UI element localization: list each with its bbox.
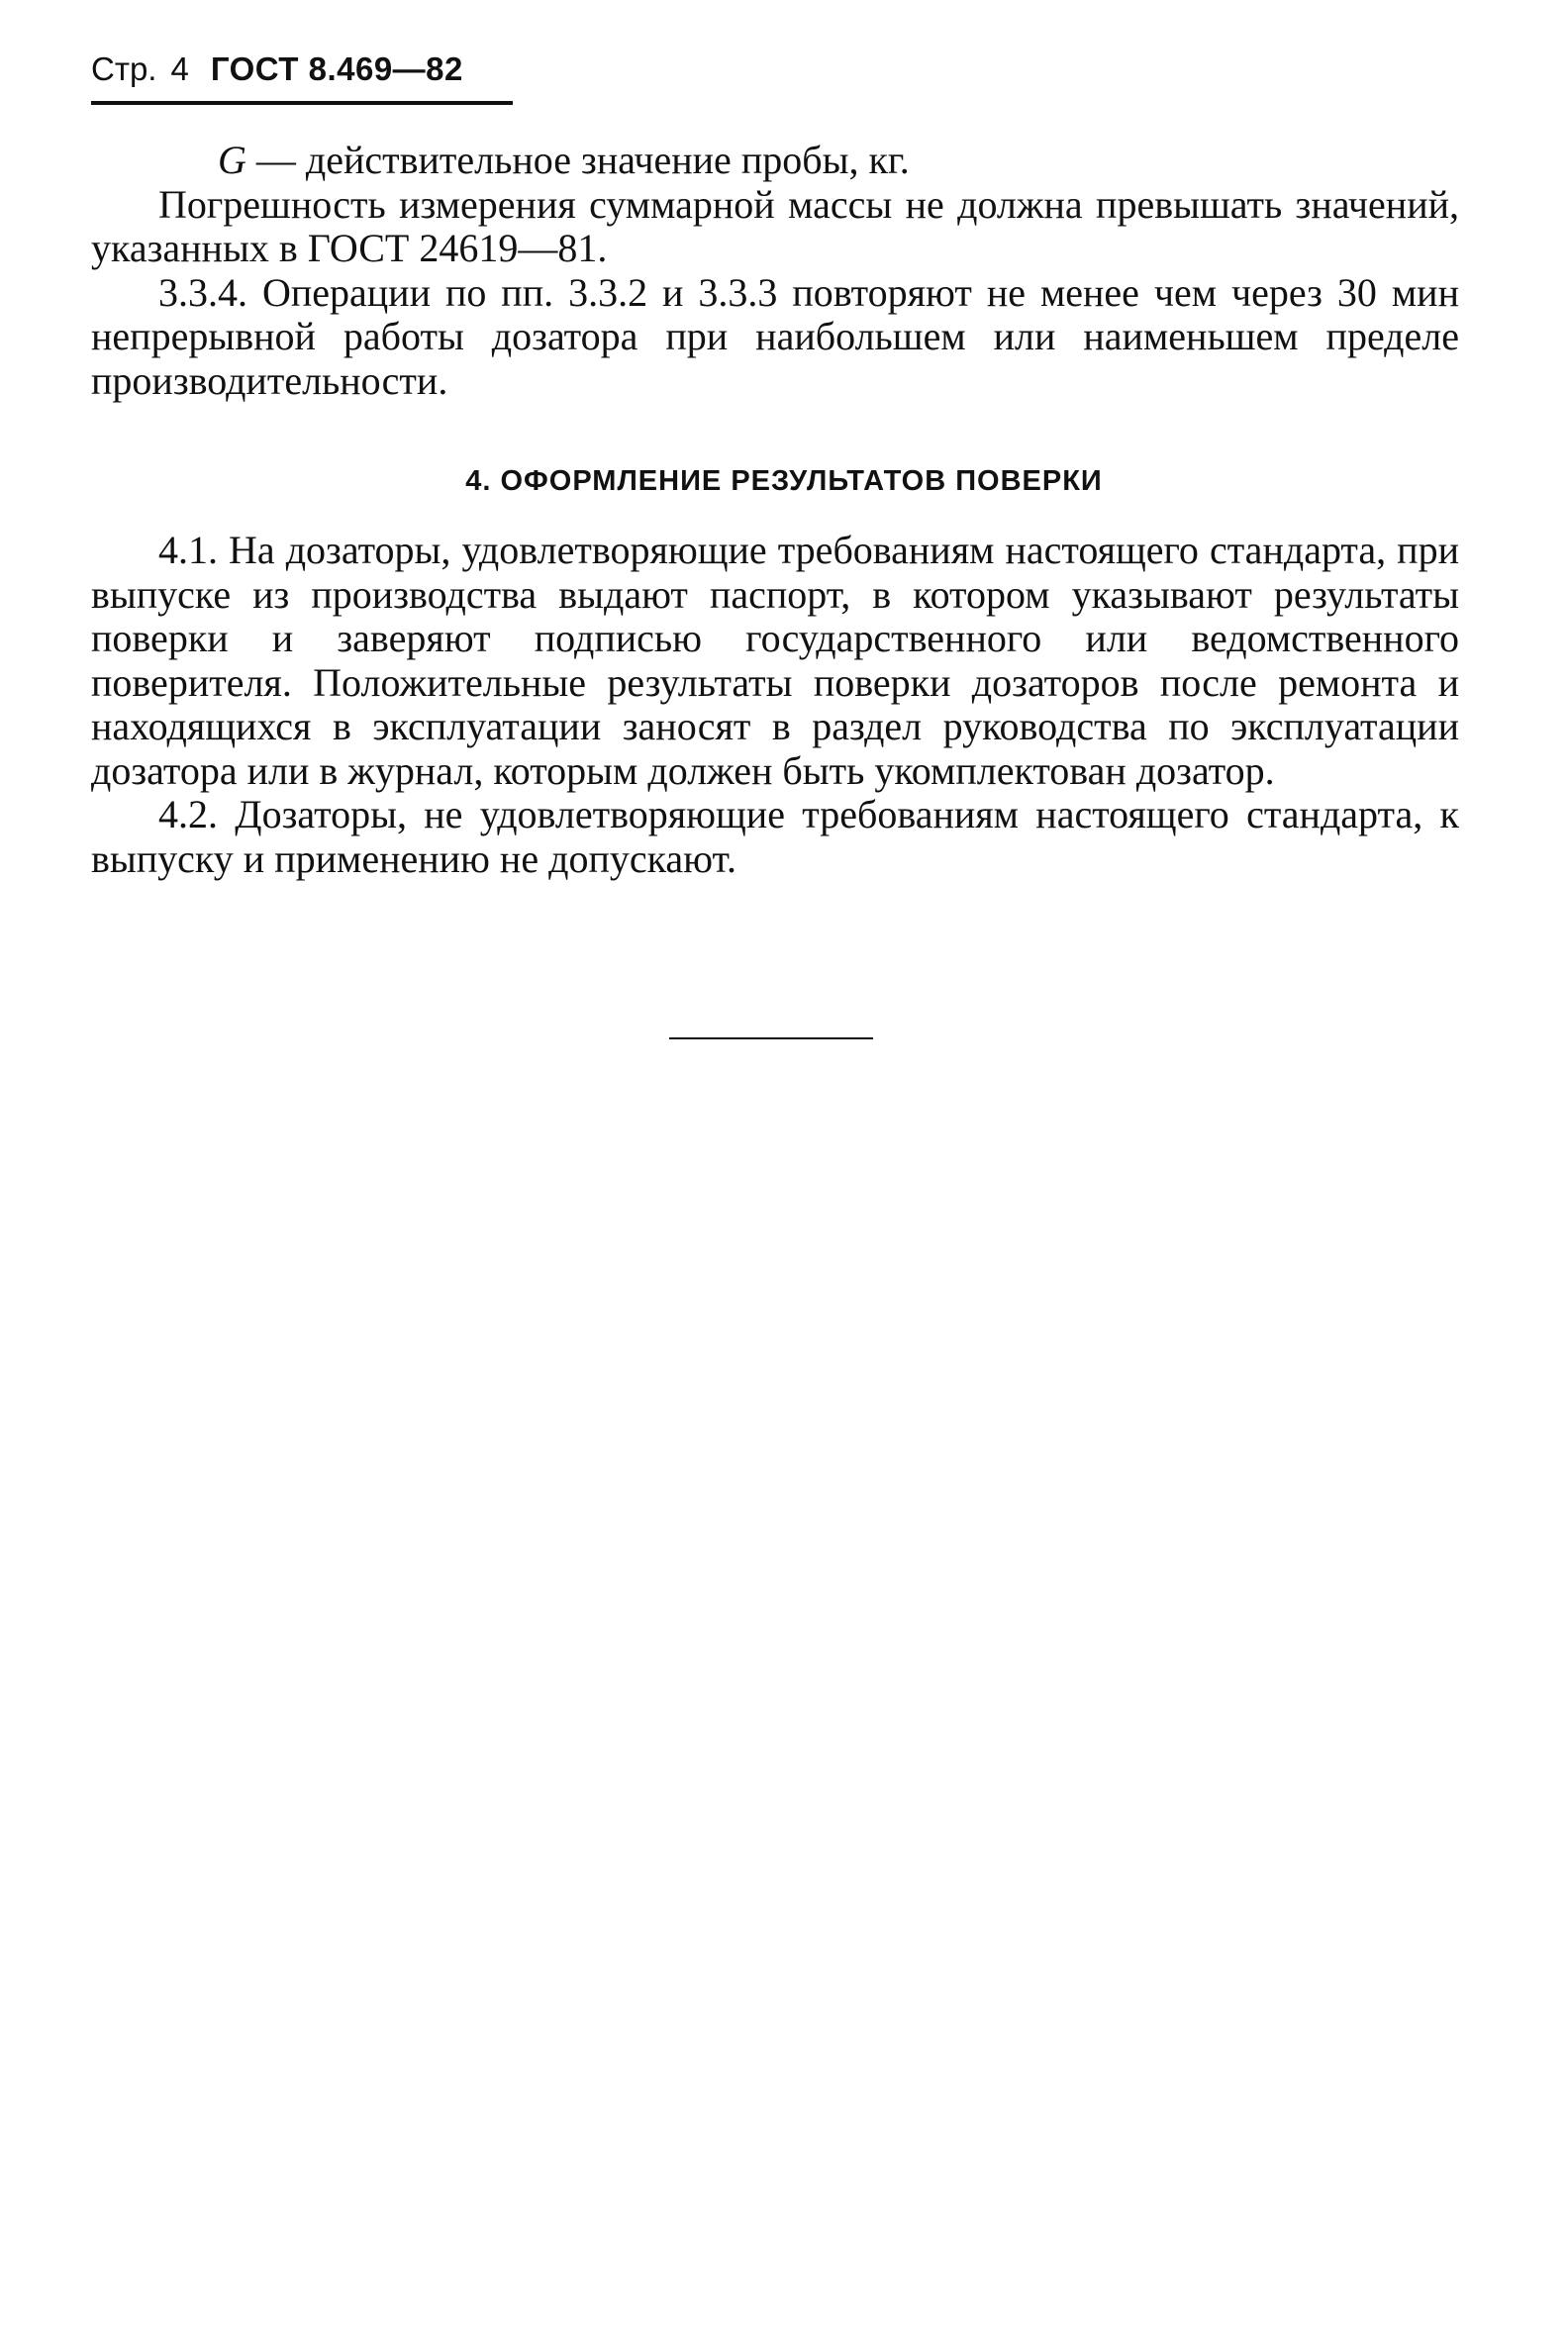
text-block-continuation — [91, 139, 1459, 403]
symbol-definition-text: — действительное значение пробы, кг. — [255, 138, 910, 182]
symbol-g: G — [218, 138, 246, 182]
clause-4-1: 4.1. На дозаторы, удовлетворяющие требованиям настоящего стандарта, при выпуске из производства выдают паспорт, в котором указывают результаты поверки и заверяют подписью государственного или ведомственного поверителя. Положительные результаты поверки дозаторов после ремонта и находящихся в эксплуатации заносят в раздел руководства по эксплуатации дозатора или в журнал, которым должен быть укомплектован дозатор. — [91, 528, 1459, 793]
symbol-definition — [91, 139, 1459, 183]
section-4-body — [91, 529, 1459, 881]
end-rule — [669, 1037, 873, 1039]
page-number: 4 — [170, 50, 189, 87]
clause-3-3-4: 3.3.4. Операции по пп. 3.3.2 и 3.3.3 повторяют не менее чем через 30 мин непрерывной работы дозатора при наибольшем или наименьшем пределе производительности. — [91, 269, 1459, 403]
clause-4-2: 4.2. Дозаторы, не удовлетворяющие требованиям настоящего стандарта, к выпуску и применению не допускают. — [91, 792, 1459, 881]
page-label: Стр. — [91, 50, 157, 87]
error-paragraph: Погрешность измерения суммарной массы не должна превышать значений, указанных в ГОСТ 24619—81. — [91, 181, 1459, 270]
section-heading: 4. ОФОРМЛЕНИЕ РЕЗУЛЬТАТОВ ПОВЕРКИ — [465, 465, 1103, 497]
page-header — [91, 49, 513, 89]
header-rule — [91, 101, 513, 105]
document-code: ГОСТ 8.469—82 — [210, 50, 463, 87]
